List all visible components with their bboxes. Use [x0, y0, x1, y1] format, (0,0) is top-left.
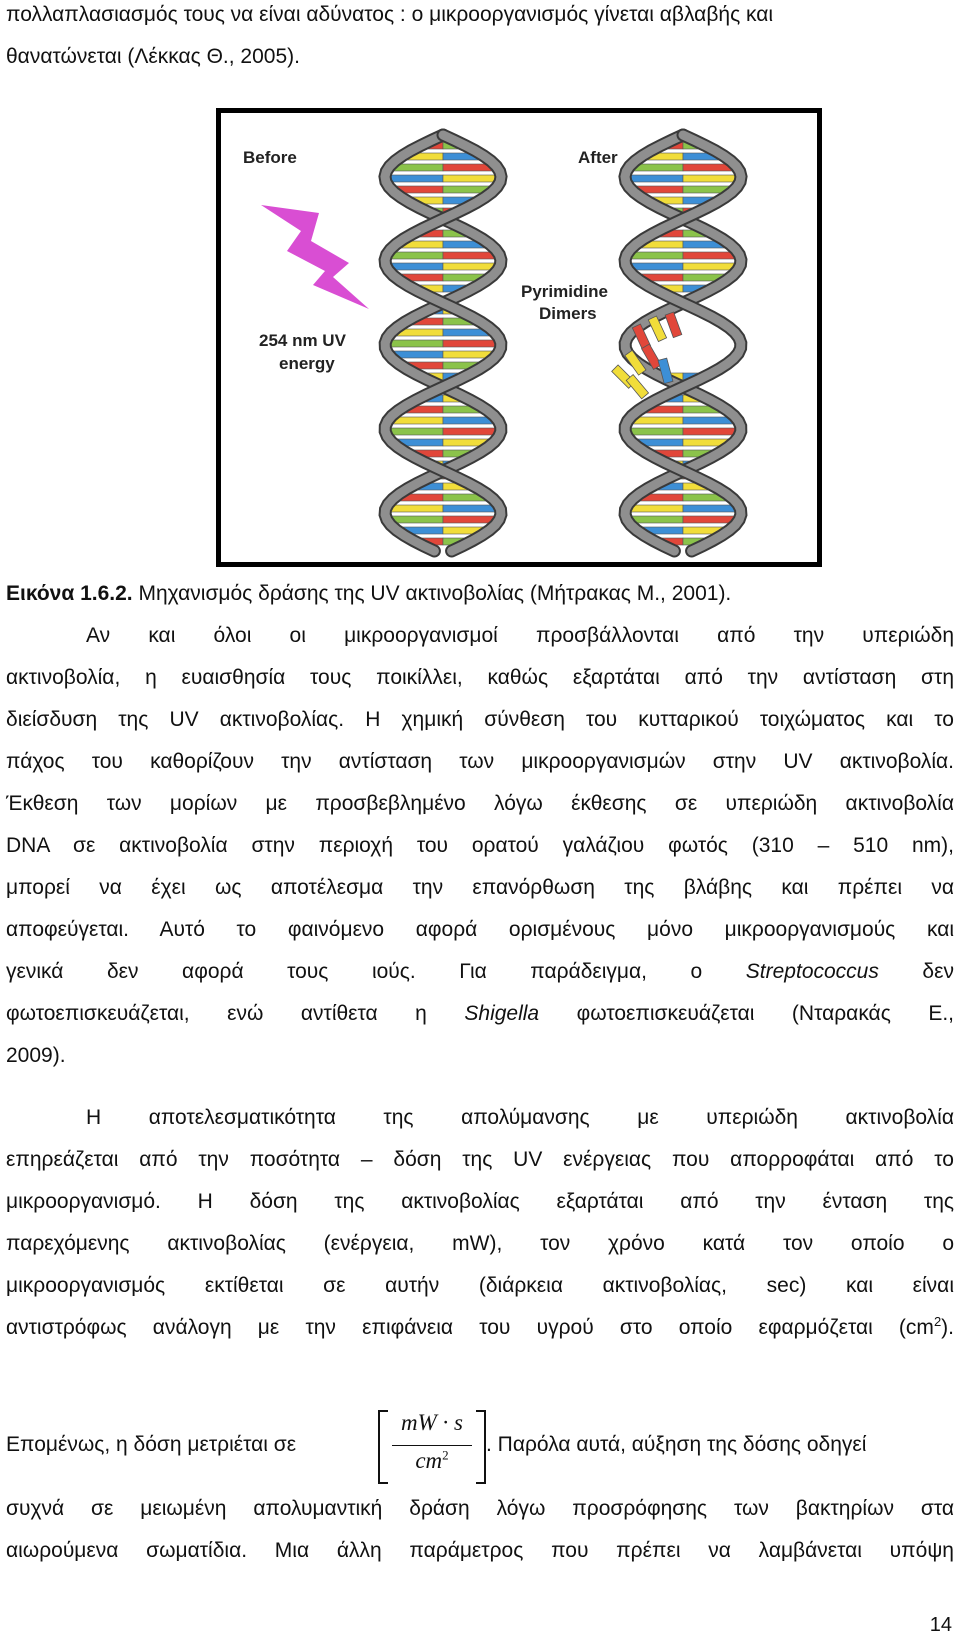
right-bracket — [476, 1410, 486, 1484]
base-pair-half — [683, 505, 735, 512]
base-pair-half — [683, 516, 735, 523]
figure-caption — [6, 579, 731, 609]
text-line: μικροοργανισμός εκτίθεται σε αυτήν (διάρκεια ακτινοβολίας, sec) και είναι — [6, 1274, 954, 1297]
base-pair-half — [393, 417, 443, 424]
base-pair-half — [390, 428, 443, 435]
denominator-exponent: 2 — [442, 1447, 449, 1463]
denominator-base: cm — [415, 1448, 443, 1473]
dimer-label-line1: Pyrimidine — [521, 282, 608, 301]
text-span: φωτοεπισκευάζεται (Νταρακάς Ε., — [576, 1002, 955, 1025]
base-pair-half — [631, 252, 683, 259]
dose-unit-formula — [378, 1408, 486, 1482]
base-pair-half — [443, 428, 496, 435]
base-pair-half — [630, 428, 683, 435]
text-span: ). — [941, 1316, 954, 1339]
formula-line — [6, 1408, 954, 1482]
base-pair-half — [393, 351, 443, 358]
species-name: Streptococcus — [745, 960, 879, 983]
text-line: θανατώνεται (Λέκκας Θ., 2005). — [6, 45, 300, 68]
base-pair-half — [630, 175, 683, 182]
text-span: Επομένως, η δόση μετριέται σε — [6, 1433, 297, 1456]
text-line: DNA σε ακτινοβολία στην περιοχή του ορατού γαλάζιου φωτός (310 – 510 nm), — [6, 834, 954, 857]
text-line — [6, 999, 954, 1029]
base-pair-half — [443, 417, 493, 424]
energy-label-line2: energy — [279, 354, 335, 373]
base-pair-half — [683, 252, 735, 259]
base-pair-half — [443, 340, 496, 347]
text-line: ακτινοβολία, η ευαισθησία τους ποικίλλει, καθώς εξαρτάται από την αντίσταση στη — [6, 666, 954, 689]
base-pair-half — [443, 252, 495, 259]
base-pair-half — [443, 351, 493, 358]
base-pair-half — [443, 175, 496, 182]
base-pair-half — [390, 340, 443, 347]
text-line: αιωρούμενα σωματίδια. Μια άλλη παράμετρος που πρέπει να λαμβάνεται υπόψη — [6, 1539, 954, 1562]
caption-label: Εικόνα 1.6.2. — [6, 582, 133, 605]
text-line: μικροοργανισμό. Η δόση της ακτινοβολίας εξαρτάται από την ένταση της — [6, 1190, 954, 1213]
dna-illustration — [221, 113, 817, 562]
base-pair-half — [391, 263, 443, 270]
text-span: αντιστρόφως ανάλογη με την επιφάνεια του υγρού στο οποίο εφαρμόζεται (cm — [6, 1316, 934, 1339]
left-bracket — [378, 1410, 388, 1484]
dna-helix-before — [385, 135, 501, 551]
species-name: Shigella — [464, 1002, 540, 1025]
formula-numerator: mW · s — [401, 1410, 463, 1435]
base-pair-half — [631, 505, 683, 512]
text-line: 2009). — [6, 1044, 66, 1067]
base-pair-half — [391, 252, 443, 259]
base-pair-half — [443, 505, 495, 512]
text-line: μπορεί να έχει ως αποτέλεσμα την επανόρθωση της βλάβης και πρέπει να — [6, 876, 954, 899]
text-line: αποφεύγεται. Αυτό το φαινόμενο αφορά ορισμένους μόνο μικροοργανισμούς και — [6, 918, 954, 941]
text-line: Έκθεση των μορίων με προσβεβλημένο λόγω έκθεσης σε υπεριώδη ακτινοβολία — [6, 792, 954, 815]
text-line: Αν και όλοι οι μικροοργανισμοί προσβάλλονται από την υπεριώδη — [86, 624, 954, 647]
base-pair-half — [391, 505, 443, 512]
base-pair-half — [390, 175, 443, 182]
formula-denominator — [388, 1448, 476, 1474]
energy-label-line1: 254 nm UV — [259, 331, 346, 350]
text-line — [6, 957, 954, 987]
base-pair-half — [683, 263, 735, 270]
after-label: After — [578, 148, 618, 167]
text-line: παρεχόμενης ακτινοβολίας (ενέργεια, mW), τον χρόνο κατά τον οποίο ο — [6, 1232, 954, 1255]
text-span: γενικά δεν αφορά τους ιούς. Για παράδειγμα, ο — [6, 960, 703, 983]
base-pair-half — [683, 175, 736, 182]
uv-lightning-bolt-icon — [261, 205, 369, 309]
superscript: 2 — [933, 1314, 942, 1329]
base-pair-half — [631, 516, 683, 523]
text-span: δεν — [922, 960, 954, 983]
dimer-fragment — [665, 312, 682, 338]
before-label: Before — [243, 148, 297, 167]
text-line — [6, 1313, 954, 1343]
text-line: επηρεάζεται από την ποσότητα – δόση της UV ενέργειας που απορροφάται από το — [6, 1148, 954, 1171]
base-pair-half — [633, 417, 683, 424]
base-pair-half — [631, 263, 683, 270]
fraction-bar — [392, 1445, 472, 1446]
base-pair-half — [683, 164, 732, 171]
text-line: συχνά σε μειωμένη απολυμαντική δράση λόγω προσρόφησης των βακτηρίων στα — [6, 1497, 954, 1520]
text-line: διείσδυση της UV ακτινοβολίας. Η χημική σύνθεση του κυτταρικού τοιχώματος και το — [6, 708, 954, 731]
base-pair-half — [443, 164, 492, 171]
text-line: πάχος του καθορίζουν την αντίσταση των μικροοργανισμών στην UV ακτινοβολία. — [6, 750, 954, 773]
base-pair-half — [443, 516, 495, 523]
text-line: Η αποτελεσματικότητα της απολύμανσης με υπεριώδη ακτινοβολία — [86, 1106, 954, 1129]
text-span: φωτοεπισκευάζεται, ενώ αντίθετα η — [6, 1002, 427, 1025]
caption-text: Μηχανισμός δράσης της UV ακτινοβολίας (Μήτρακας Μ., 2001). — [138, 582, 732, 605]
text-span: . Παρόλα αυτά, αύξηση της δόσης οδηγεί — [486, 1433, 867, 1456]
dimer-label-line2: Dimers — [539, 304, 597, 323]
text-line: πολλαπλασιασμός τους να είναι αδύνατος : ο μικροοργανισμός γίνεται αβλαβής και — [6, 3, 774, 26]
dimer-fragment — [648, 316, 666, 342]
base-pair-half — [391, 516, 443, 523]
base-pair-half — [443, 263, 495, 270]
dna-uv-figure — [216, 108, 822, 567]
base-pair-half — [683, 428, 736, 435]
base-pair-half — [683, 417, 733, 424]
page-number: 14 — [929, 1614, 952, 1636]
base-pair-half — [634, 164, 683, 171]
base-pair-half — [394, 164, 443, 171]
